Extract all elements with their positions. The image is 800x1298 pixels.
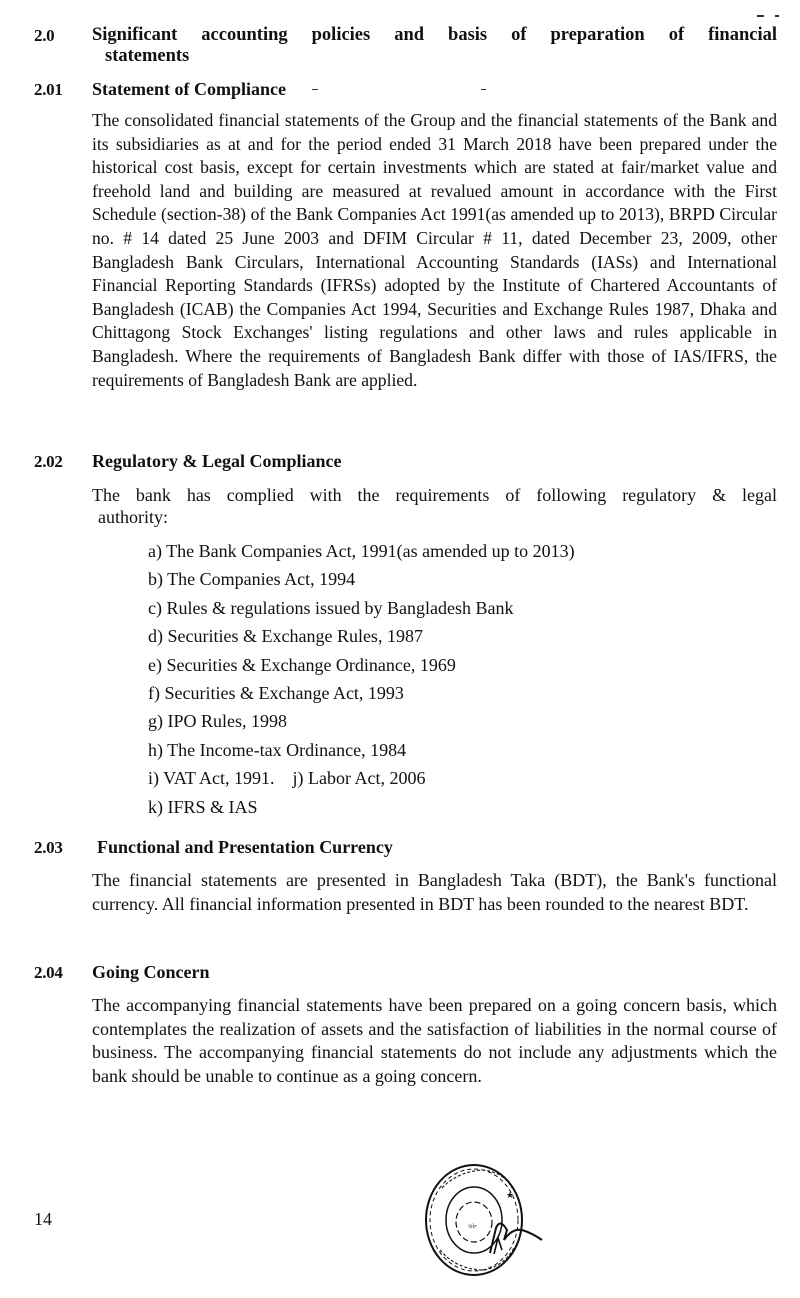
regulatory-authority-list: [148, 537, 575, 821]
section-title: Significant accounting policies and basis of preparation of financial: [92, 25, 777, 45]
list-item: f) Securities & Exchange Act, 1993: [148, 682, 404, 703]
section-title-continued: statements: [105, 46, 190, 66]
list-item: g) IPO Rules, 1998: [148, 711, 287, 732]
scan-mark: [775, 15, 779, 17]
list-item: b) The Companies Act, 1994: [148, 569, 356, 590]
list-item: h) The Income-tax Ordinance, 1984: [148, 739, 407, 760]
regulatory-intro-continued: authority:: [98, 507, 168, 527]
list-item: i) VAT Act, 1991. j) Labor Act, 2006: [148, 768, 426, 789]
list-item: d) Securities & Exchange Rules, 1987: [148, 626, 423, 647]
subsection-number: 2.02: [34, 452, 63, 471]
subsection-title-regulatory-compliance: Regulatory & Legal Compliance: [92, 451, 342, 471]
subsection-number: 2.04: [34, 963, 63, 982]
statement-of-compliance-paragraph: The consolidated financial statements of the Group and the financial statements of the Bank and its subsidiaries as at and for the period ended 31 March 2018 have been prepared under the historical cost basis, except for certain investments which are stated at fair/market value and freehold land and building are measured at revalued amount in accordance with the First Schedule (section-38) of the Bank Companies Act 1991(as amended up to 2013), BRPD Circular no. # 14 dated 25 June 2003 and DFIM Circular # 11, dated December 23, 2009, other Bangladesh Bank Circulars, International Accounting Standards (IASs) and International Financial Reporting Standards (IFRSs) adopted by the Institute of Chartered Accountants of Bangladesh (ICAB) the Companies Act 1994, Securities and Exchange Rules 1987, Dhaka and Chittagong Stock Exchanges' listing regulations and other laws and rules applicable in Bangladesh. Where the requirements of Bangladesh Bank differ with those of IAS/IFRS, the requirements of Bangladesh Bank are applied.: [92, 110, 777, 390]
scan-mark: [481, 89, 486, 90]
svg-text:★: ★: [506, 1191, 515, 1201]
list-item: a) The Bank Companies Act, 1991(as amended up to 2013): [148, 541, 575, 561]
subsection-number: 2.03: [34, 838, 63, 857]
list-item: e) Securities & Exchange Ordinance, 1969: [148, 654, 456, 675]
subsection-title-statement-of-compliance: Statement of Compliance: [92, 79, 286, 99]
subsection-number: 2.01: [34, 80, 63, 99]
subsection-title-functional-currency: Functional and Presentation Currency: [97, 837, 393, 857]
list-item: c) Rules & regulations issued by Bangladesh Bank: [148, 597, 514, 618]
list-item: k) IFRS & IAS: [148, 796, 258, 817]
svg-text:৬৮: ৬৮: [468, 1222, 478, 1230]
functional-currency-paragraph: The financial statements are presented in Bangladesh Taka (BDT), the Bank's functional currency. All financial information presented in BDT has been rounded to the nearest BDT.: [92, 870, 777, 914]
scan-mark: [312, 89, 318, 90]
section-number: 2.0: [34, 26, 55, 45]
going-concern-paragraph: The accompanying financial statements have been prepared on a going concern basis, which contemplates the realization of assets and the satisfaction of liabilities in the normal course of business. The accompanying financial statements do not include any adjustments which the bank should be unable to continue as a going concern.: [92, 995, 777, 1086]
subsection-title-going-concern: Going Concern: [92, 962, 210, 982]
scan-mark: [757, 15, 764, 17]
company-seal-icon: [412, 1158, 562, 1280]
page-number: 14: [34, 1209, 52, 1229]
regulatory-intro: The bank has complied with the requirements of following regulatory & legal: [92, 485, 777, 505]
